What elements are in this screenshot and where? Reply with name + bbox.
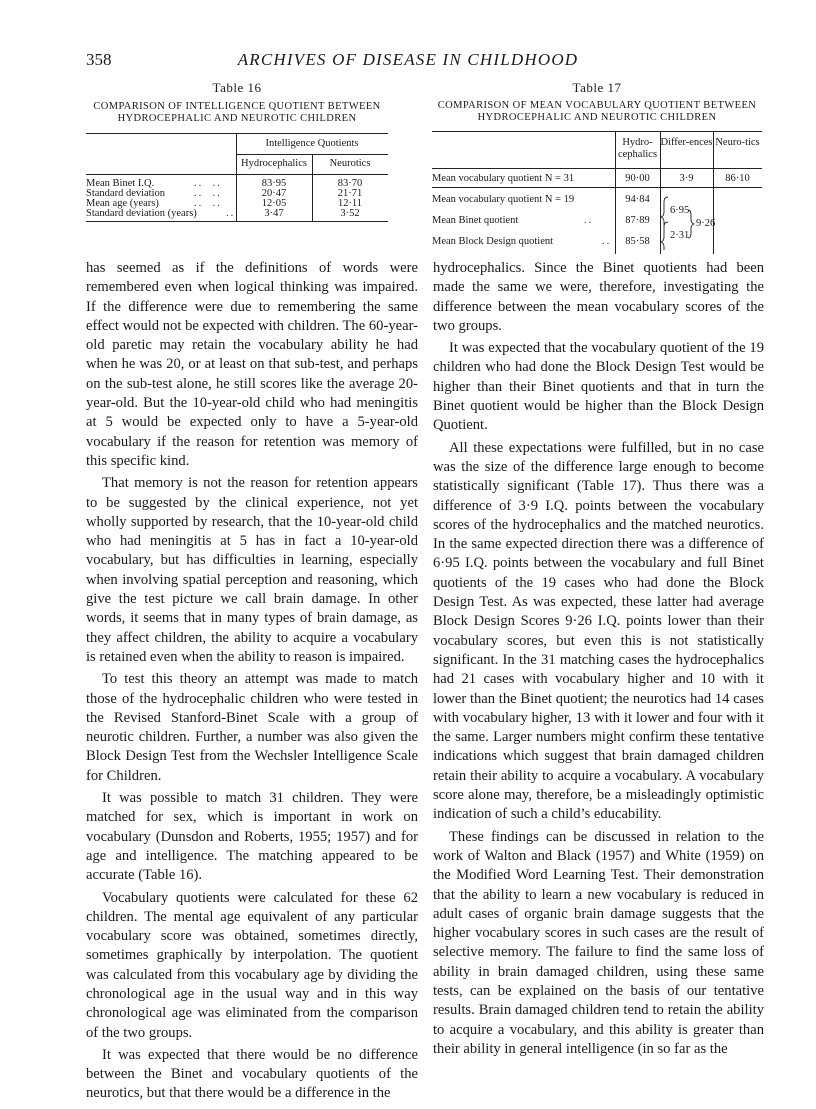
paragraph: has seemed as if the definitions of words were remembered even when logical thinking was impaired. If the difference were due to remembering the same effect would not be expected with children. The 60-year-old paretic may retain the vocabulary ability he had when he was 20, or at least on that sub-test, and perhaps on the sub-test alone, he still scores like the average 20-year-old. But the 10-year-old child who had meningitis at 5 would be expected only to have a 5-year-old vocabulary if the reason for retention was memory of this specific kind.: [86, 260, 418, 469]
row-label: Standard deviation: [86, 188, 166, 199]
row-label: Mean vocabulary quotient N = 31: [432, 173, 575, 184]
cell-neuro: 3·52: [340, 208, 360, 219]
row-label: Mean Binet I.Q.: [86, 178, 155, 189]
cell-hydro: 12·05: [261, 198, 287, 209]
cell-neuro: 83·70: [337, 178, 363, 189]
journal-title: ARCHIVES OF DISEASE IN CHILDHOOD: [237, 50, 579, 69]
paragraph: hydrocephalics. Since the Binet quotients had been made the same we were, therefore, investigating the difference between the mean vocabulary scores of the two groups.: [433, 260, 764, 334]
row-label: Mean Binet quotient: [432, 215, 519, 226]
table-16-col-neuro: Neurotics: [329, 158, 371, 169]
paragraph: To test this theory an attempt was made to match those of the hydrocephalic children who were tested in the Revised Stanford-Binet Scale with a group of neurotic children. Further, a number was also given the Block Design Test from the Wechsler Intelligence Scale for Children.: [86, 671, 418, 784]
table-17-col-hydro: Hydro-cephalics: [617, 137, 658, 160]
page-number: 358: [86, 50, 112, 69]
table-17-title: Table 17: [572, 80, 622, 95]
row-label: Standard deviation (years): [86, 208, 197, 219]
paragraph: That memory is not the reason for retention appears to be suggested by the clinical experience, not yet wholly supported by research, that the 10-year-old child who had meningitis at 5 has in fact a 10-year-old vocabulary, but has difficulties in learning, especially when involving spatial perception and reasoning, which give the test picture we call brain damage. In other words, it seems that in many types of brain damage, as they affect children, the ability to acquire a vocabulary is retained even when the ability to reason is impaired.: [86, 475, 418, 665]
cell-hydro: 83·95: [261, 178, 287, 189]
cell-hydro: 3·47: [264, 208, 284, 219]
right-column: [433, 259, 764, 1059]
table-17-col-diff: Differ-ences: [660, 137, 713, 148]
paragraph: These findings can be discussed in relation to the work of Walton and Black (1957) and White (1959) on the Modified Word Learning Test. Their demonstration that the ability to learn a new vocabulary is reduced in adult cases of organic brain damage suggests that the higher vocabulary scores in such cases are the result of selective memory. The failure to find the same loss of ability in brain damaged children, using these same tests, can be explained on the basis of our tentative results. Brain damaged children tend to retain the ability to acquire a vocabulary, and this ability is greater than their ability in general intelligence (in so far as the: [433, 828, 764, 1057]
diff-vocab-block: 9·26: [696, 218, 716, 229]
paragraph: It was expected that the vocabulary quotient of the 19 children who had done the Block Design Test would be higher than their Binet quotients and that in turn the Binet quotient would be higher than the Block Design Quotient.: [433, 340, 764, 434]
table-16-title: Table 16: [212, 80, 262, 95]
cell-diff: 3·9: [679, 173, 694, 184]
table-row: Mean Block Design quotient .. 85·58: [432, 235, 762, 249]
row-label: Mean vocabulary quotient N = 19: [432, 194, 575, 205]
table-row: Standard deviation .. .. 20·47 21·71: [86, 189, 388, 199]
diff-vocab-binet: 6·95: [670, 205, 690, 216]
row-label: Mean Block Design quotient: [432, 236, 554, 247]
diff-binet-block: 2·31: [670, 230, 690, 241]
table-17-caption: COMPARISON OF MEAN VOCABULARY QUOTIENT BETWEEN HYDROCEPHALIC AND NEUROTIC CHILDREN: [437, 100, 757, 123]
paragraph: Vocabulary quotients were calculated for these 62 children. The mental age equivalent of any particular vocabulary score was obtained, sometimes directly, sometimes graphically by interpolation. The quotient was calculated from this vocabulary age by dividing the chronological age in the usual way and in this way chronological age was eliminated from the comparison of the two groups.: [86, 889, 418, 1041]
table-17: [432, 80, 762, 254]
table-row: Mean age (years) .. .. 12·05 12·11: [86, 199, 388, 209]
cell-hydro: 85·58: [625, 236, 650, 247]
table-row: Mean Binet quotient .. 87·89: [432, 214, 762, 228]
row-label: Mean age (years): [86, 198, 159, 209]
table-16-caption: COMPARISON OF INTELLIGENCE QUOTIENT BETWEEN HYDROCEPHALIC AND NEUROTIC CHILDREN: [93, 101, 381, 124]
table-16-body: [86, 179, 388, 219]
table-row: Mean Binet I.Q. .. .. 83·95 83·70: [86, 179, 388, 189]
cell-hydro: 90·00: [625, 173, 650, 184]
paragraph: All these expectations were fulfilled, but in no case was the size of the difference large enough to become statistically significant (Table 17). Thus there was a difference of 3·9 I.Q. points between the vocabulary scores of the hydrocephalics and the matched neurotics. In the same expected direction there was a difference of 6·95 I.Q. points between the vocabulary and full Binet quotients of the 19 cases who had done the Block Design Test. As was expected, these latter had average Block Design Scores 9·26 I.Q. points lower than their vocabulary scores, but even this is not statistically significant. In the 31 matching cases the hydrocephalics had 21 cases with vocabulary higher and 10 with it lower than the Binet quotient; the neurotics had 14 cases with vocabulary higher, 13 with it lower and four with it the same. Larger numbers might confirm these tentative indications which suggest that brain damaged children retain their ability to acquire a vocabulary. A vocabulary score alone may, therefore, be a misleadingly optimistic indication of such a child’s educability.: [433, 439, 764, 823]
table-17-col-neuro: Neuro-tics: [715, 137, 760, 148]
table-row: [432, 169, 762, 187]
table-row: Standard deviation (years) .. 3·47 3·52: [86, 209, 388, 219]
cell-neuro: 12·11: [337, 198, 363, 209]
left-column: [86, 259, 418, 1104]
paragraph: It was possible to match 31 children. They were matched for sex, which is important in work on vocabulary (Dunsdon and Roberts, 1955; 1957) and for age and intelligence. The matching appeared to be accurate (Table 16).: [86, 790, 418, 884]
cell-neuro: 86·10: [725, 173, 750, 184]
table-16-group-header: Intelligence Quotients: [265, 138, 359, 149]
cell-neuro: 21·71: [337, 188, 363, 199]
table-16: [86, 80, 388, 222]
table-16-col-hydro: Hydrocephalics: [241, 158, 307, 169]
cell-hydro: 20·47: [261, 188, 287, 199]
cell-hydro: 94·84: [625, 194, 650, 205]
cell-hydro: 87·89: [625, 215, 650, 226]
paragraph: It was expected that there would be no difference between the Binet and vocabulary quotients of the neurotics, but that there would be a difference in the: [86, 1046, 418, 1102]
